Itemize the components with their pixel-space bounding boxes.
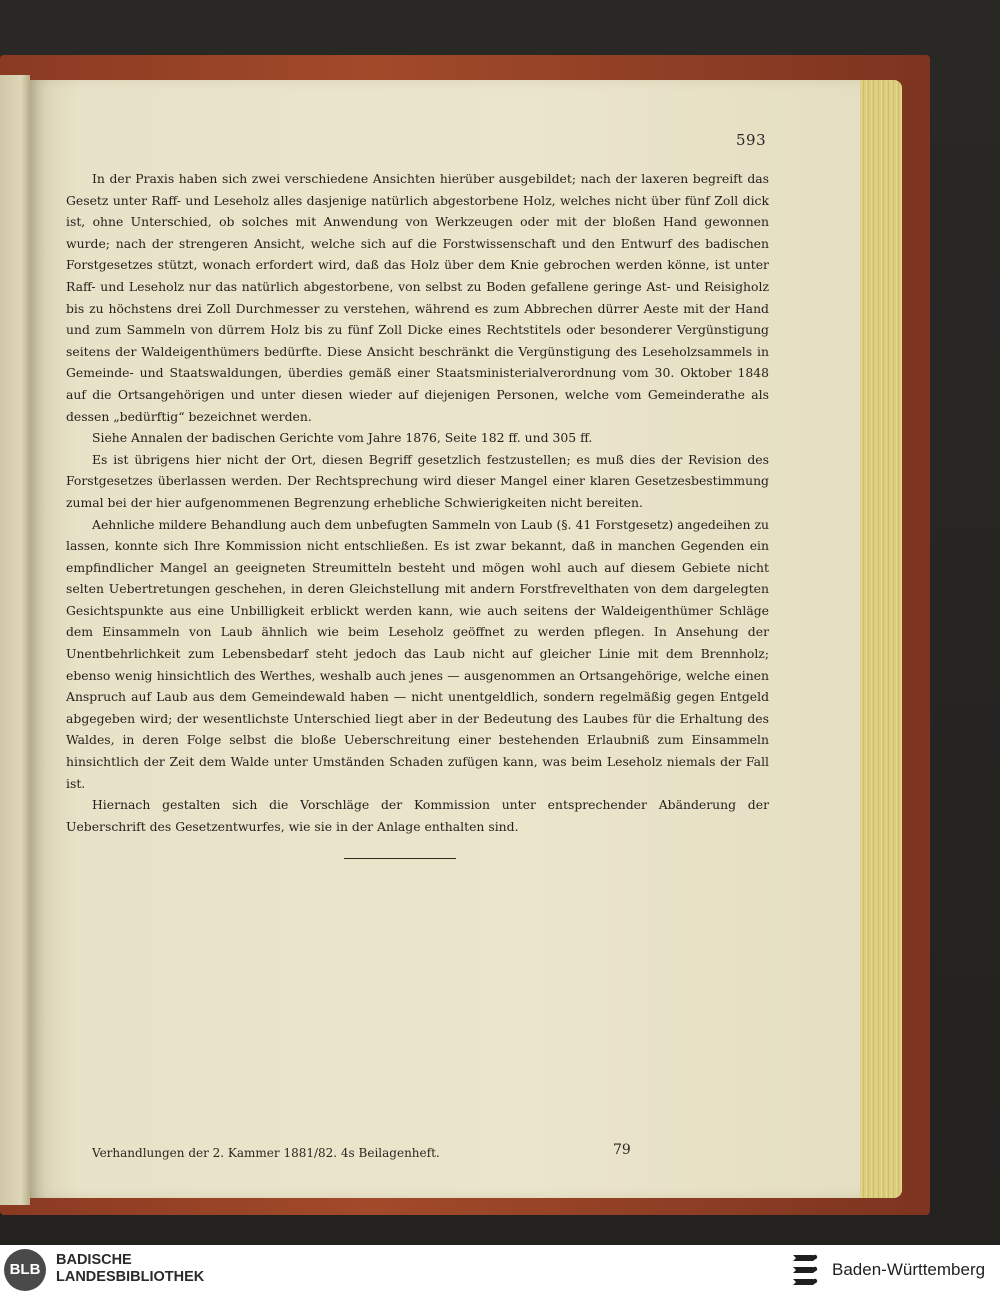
facing-page-edge — [0, 75, 30, 1205]
state-name[interactable]: Baden-Württemberg — [832, 1260, 986, 1279]
end-rule — [344, 858, 456, 859]
blb-logo-icon[interactable]: BLB — [4, 1249, 46, 1291]
paragraph-5: Hiernach gestalten sich die Vorschläge der Kommission unter entsprechender Abänderung der Ueberschrift des Gesetzentwurfes, wie sie in der Anlage enthalten sind. — [66, 797, 769, 834]
library-name[interactable] — [56, 1252, 204, 1286]
library-name-line1: BADISCHE — [56, 1252, 132, 1268]
paragraph-3: Es ist übrigens hier nicht der Ort, diesen Begriff gesetzlich festzustellen; es muß dies der Revision des Forstgesetzes überlassen werden. Der Rechtsprechung wird dieser Mangel einer klaren Gesetzesbestimmung zumal bei der hier aufgenommenen Begrenzung erhebliche Schwierigkeiten nicht bereiten. — [66, 451, 769, 510]
paragraph-1: In der Praxis haben sich zwei verschiedene Ansichten hierüber ausgebildet; nach der laxeren begreift das Gesetz unter Raff- und Leseholz alles dasjenige natürlich abgestorbene Holz, welches nicht über fünf Zoll dick ist, ohne Unterschied, ob solches mit Anwendung von Werkzeugen oder mit der bloßen Hand gewonnen wurde; nach der strengeren Ansicht, welche sich auf die Forstwissenschaft und den Entwurf des badischen Forstgesetzes stützt, wonach erfordert wird, daß das Holz über dem Knie gebrochen werden könne, ist unter Raff- und Leseholz nur das natürlich abgestorbene, von selbst zu Boden gefallene geringe Ast- und Reisigholz bis zu höchstens drei Zoll Durchmesser zu verstehen, während es zum Abbrechen dürrer Aeste mit der Hand und zum Sammeln von dürrem Holz bis zu fünf Zoll Dicke eines Rechtstitels oder besonderer Vergünstigung seitens der Waldeigenthümers bedürfte. Diese Ansicht beschränkt die Vergünstigung des Leseholzsammels in Gemeinde- und Staatswaldungen, überdies gemäß einer Staatsministerialverordnung vom 30. Oktober 1848 auf die Ortsangehörigen und unter diesen wieder auf diejenigen Personen, welche vom Gemeinderathe als dessen „bedürftig“ bezeichnet werden. — [66, 171, 769, 424]
paragraph-4: Aehnliche mildere Behandlung auch dem unbefugten Sammeln von Laub (§. 41 Forstgesetz) angedeihen zu lassen, konnte sich Ihre Kommission nicht entschließen. Es ist zwar bekannt, daß in manchen Gegenden ein empfindlicher Mangel an geeigneten Streumitteln besteht und mögen wohl auch auf diesem Gebiete nicht selten Uebertretungen geschehen, in deren Gleichstellung mit andern Forstfrevelthaten von dem dargelegten Gesichtspunkte aus eine Unbilligkeit erblickt werden kann, wie auch seitens der Waldeigenthümer Schläge dem Einsammeln von Laub ähnlich wie beim Leseholz geöffnet zu werden pflegen. In Ansehung der Unentbehrlichkeit zum Lebensbedarf steht jedoch das Laub nicht auf gleicher Linie mit dem Brennholz; ebenso wenig hinsichtlich des Werthes, weshalb auch jenes — ausgenommen an Ortsangehörige, welche einen Anspruch auf Laub aus dem Gemeindewald haben — nicht unentgeldlich, sondern regelmäßig gegen Entgeld abgegeben wird; der wesentlichste Unterschied liegt aber in der Bedeutung des Laubes für die Erhaltung des Waldes, in deren Folge selbst die bloße Ueberschreitung einer bestehenden Erlaubniß zum Einsammeln hinsichtlich der Zeit dem Walde unter Umständen Schaden zufügen kann, was beim Leseholz niemals der Fall ist. — [66, 516, 769, 791]
body-text — [66, 168, 769, 837]
footer-source: Verhandlungen der 2. Kammer 1881/82. 4s Beilagenheft. — [92, 1146, 440, 1160]
page-number: 593 — [736, 131, 767, 149]
paragraph-2: Siehe Annalen der badischen Gerichte vom Jahre 1876, Seite 182 ff. und 305 ff. — [92, 430, 593, 446]
lions-emblem-icon — [790, 1251, 820, 1289]
footer-sheet-number: 79 — [613, 1142, 631, 1158]
library-name-line2: LANDESBIBLIOTHEK — [56, 1269, 205, 1285]
